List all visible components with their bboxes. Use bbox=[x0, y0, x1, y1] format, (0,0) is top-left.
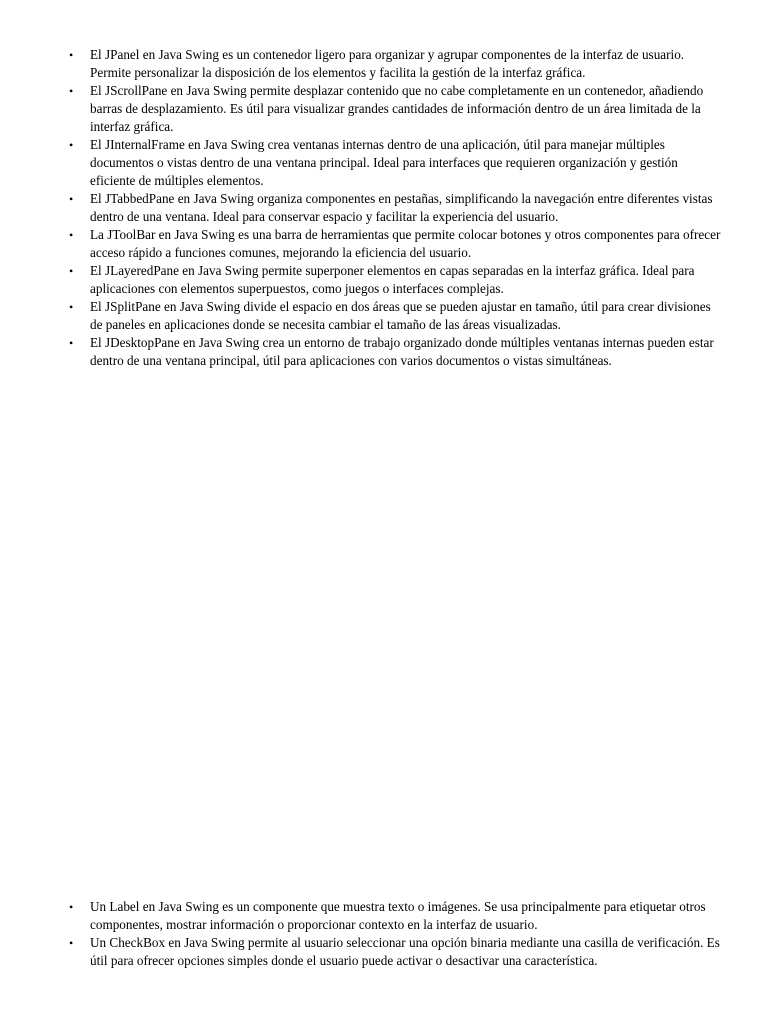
list-item-text: El JLayeredPane en Java Swing permite superponer elementos en capas separadas en la interfaz gráfica. Ideal para aplicaciones con elementos superpuestos, como juegos o interfaces complejas. bbox=[90, 263, 695, 296]
bullet-icon: • bbox=[69, 192, 74, 206]
bullet-icon: • bbox=[69, 900, 74, 914]
list-item-text: Un Label en Java Swing es un componente que muestra texto o imágenes. Se usa principalmente para etiquetar otros componentes, mostrar información o proporcionar contexto en la interfaz de usuario. bbox=[90, 899, 706, 932]
list-item-jpanel bbox=[69, 46, 722, 82]
list-item-text: Un CheckBox en Java Swing permite al usuario seleccionar una opción binaria mediante una casilla de verificación. Es útil para ofrecer opciones simples donde el usuario puede activar o desactivar una característica. bbox=[90, 935, 720, 968]
list-item-text: El JPanel en Java Swing es un contenedor ligero para organizar y agrupar componentes de la interfaz de usuario. Permite personalizar la disposición de los elementos y facilita la gestión de la interfaz gráfica. bbox=[90, 47, 685, 80]
bullet-icon: • bbox=[69, 48, 74, 62]
bullet-icon: • bbox=[69, 936, 74, 950]
list-item-text: La JToolBar en Java Swing es una barra de herramientas que permite colocar botones y otros componentes para ofrecer acceso rápido a funciones comunes, mejorando la eficiencia del usuario. bbox=[90, 227, 721, 260]
bullet-icon: • bbox=[69, 228, 74, 242]
bullet-icon: • bbox=[69, 300, 74, 314]
list-item-jsplitpane bbox=[69, 298, 722, 334]
bullet-list-swing-components bbox=[69, 898, 722, 970]
bullet-icon: • bbox=[69, 84, 74, 98]
list-item-jtoolbar bbox=[69, 226, 722, 262]
list-item-checkbox bbox=[69, 934, 722, 970]
list-item-jlayeredpane bbox=[69, 262, 722, 298]
list-item-text: El JInternalFrame en Java Swing crea ventanas internas dentro de una aplicación, útil para manejar múltiples documentos o vistas dentro de una ventana principal. Ideal para interfaces que requieren organización y gestión eficiente de múltiples elementos. bbox=[90, 137, 678, 188]
list-item-jtabbedpane bbox=[69, 190, 722, 226]
bullet-list-swing-containers bbox=[69, 46, 722, 370]
list-item-text: El JTabbedPane en Java Swing organiza componentes en pestañas, simplificando la navegación entre diferentes vistas dentro de una ventana. Ideal para conservar espacio y facilitar la experiencia del usuario. bbox=[90, 191, 713, 224]
list-item-jscrollpane bbox=[69, 82, 722, 136]
list-item-text: El JScrollPane en Java Swing permite desplazar contenido que no cabe completamente en un contenedor, añadiendo barras de desplazamiento. Es útil para visualizar grandes cantidades de información dentro de un área limitada de la interfaz gráfica. bbox=[90, 83, 704, 134]
list-item-label bbox=[69, 898, 722, 934]
list-item-text: El JDesktopPane en Java Swing crea un entorno de trabajo organizado donde múltiples ventanas internas pueden estar dentro de una ventana principal, útil para aplicaciones con varios documentos o vistas simultáneas. bbox=[90, 335, 714, 368]
list-item-jinternalframe bbox=[69, 136, 722, 190]
bullet-icon: • bbox=[69, 138, 74, 152]
list-item-jdesktoppane bbox=[69, 334, 722, 370]
bullet-icon: • bbox=[69, 264, 74, 278]
list-item-text: El JSplitPane en Java Swing divide el espacio en dos áreas que se pueden ajustar en tamaño, útil para crear divisiones de paneles en aplicaciones donde se necesita cambiar el tamaño de las áreas visualizadas. bbox=[90, 299, 711, 332]
bullet-icon: • bbox=[69, 336, 74, 350]
